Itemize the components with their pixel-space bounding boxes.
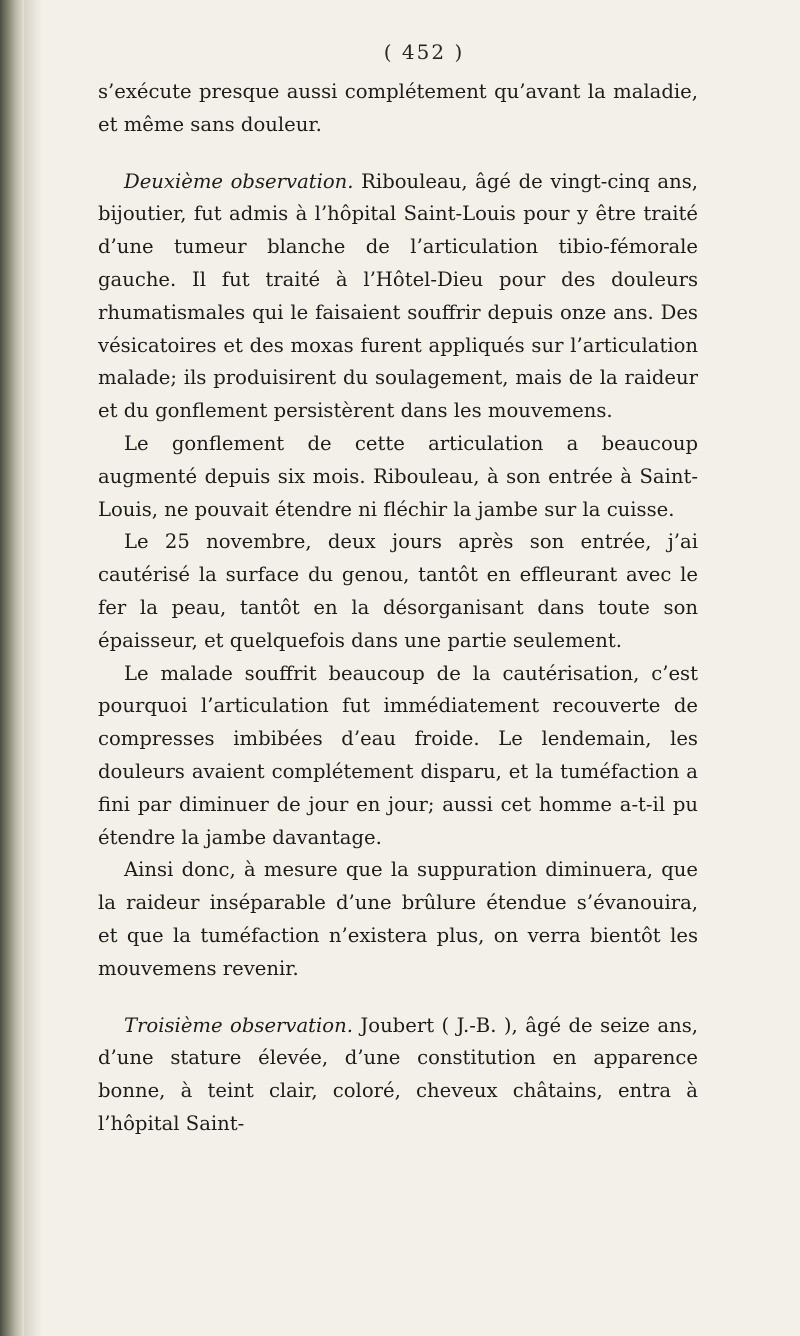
paragraph-text: Le malade souffrit beaucoup de la cautérisation, c’est pourquoi l’articulation fut immédiatement recouverte de compresses imbibées d’eau froide. Le lendemain, les douleurs avaient complétement disparu, et la tuméfaction a fini par diminuer de jour en jour; aussi cet homme a-t-il pu étendre la jambe davantage.: [98, 661, 698, 849]
paragraph-second-observation: [98, 166, 698, 428]
page-number: ( 452 ): [383, 40, 465, 64]
paragraph-text: s’exécute presque aussi complétement qu’avant la maladie, et même sans douleur.: [98, 80, 698, 136]
paragraph-conclusion: [98, 854, 698, 985]
paragraph-recovery: [98, 658, 698, 855]
book-page: [98, 40, 698, 1141]
paragraph-text: Le gonflement de cette articulation a beaucoup augmenté depuis six mois. Ribouleau, à son entrée à Saint-Louis, ne pouvait étendre ni fléchir la jambe sur la cuisse.: [98, 431, 698, 521]
paragraph-third-observation: [98, 1010, 698, 1141]
paragraph-swelling: [98, 428, 698, 526]
paragraph-text: Ainsi donc, à mesure que la suppuration diminuera, que la raideur inséparable d’une brûlure étendue s’évanouira, et que la tuméfaction n’existera plus, on verra bientôt les mouvemens revenir.: [98, 858, 698, 980]
observation-title: Deuxième observation.: [124, 169, 354, 193]
observation-title: Troisième observation.: [124, 1013, 353, 1037]
paragraph-continuation: [98, 76, 698, 142]
paragraph-text: Joubert ( J.-B. ), âgé de seize ans, d’une stature élevée, d’une constitution en apparence bonne, à teint clair, coloré, cheveux châtains, entra à l’hôpital Saint-: [98, 1013, 698, 1135]
book-binding-edge: [0, 0, 24, 1336]
paragraph-text: Ribouleau, âgé de vingt-cinq ans, bijoutier, fut admis à l’hôpital Saint-Louis pour y être traité d’une tumeur blanche de l’articulation tibio-fémorale gauche. Il fut traité à l’Hôtel-Dieu pour des douleurs rhumatismales qui le faisaient souffrir depuis onze ans. Des vésicatoires et des moxas furent appliqués sur l’articulation malade; ils produisirent du soulagement, mais de la raideur et du gonflement persistèrent dans les mouvemens.: [98, 169, 698, 423]
paragraph-cauterization: [98, 526, 698, 657]
paragraph-text: Le 25 novembre, deux jours après son entrée, j’ai cautérisé la surface du genou, tantôt en effleurant avec le fer la peau, tantôt en la désorganisant dans toute son épaisseur, et quelquefois dans une partie seulement.: [98, 530, 698, 652]
